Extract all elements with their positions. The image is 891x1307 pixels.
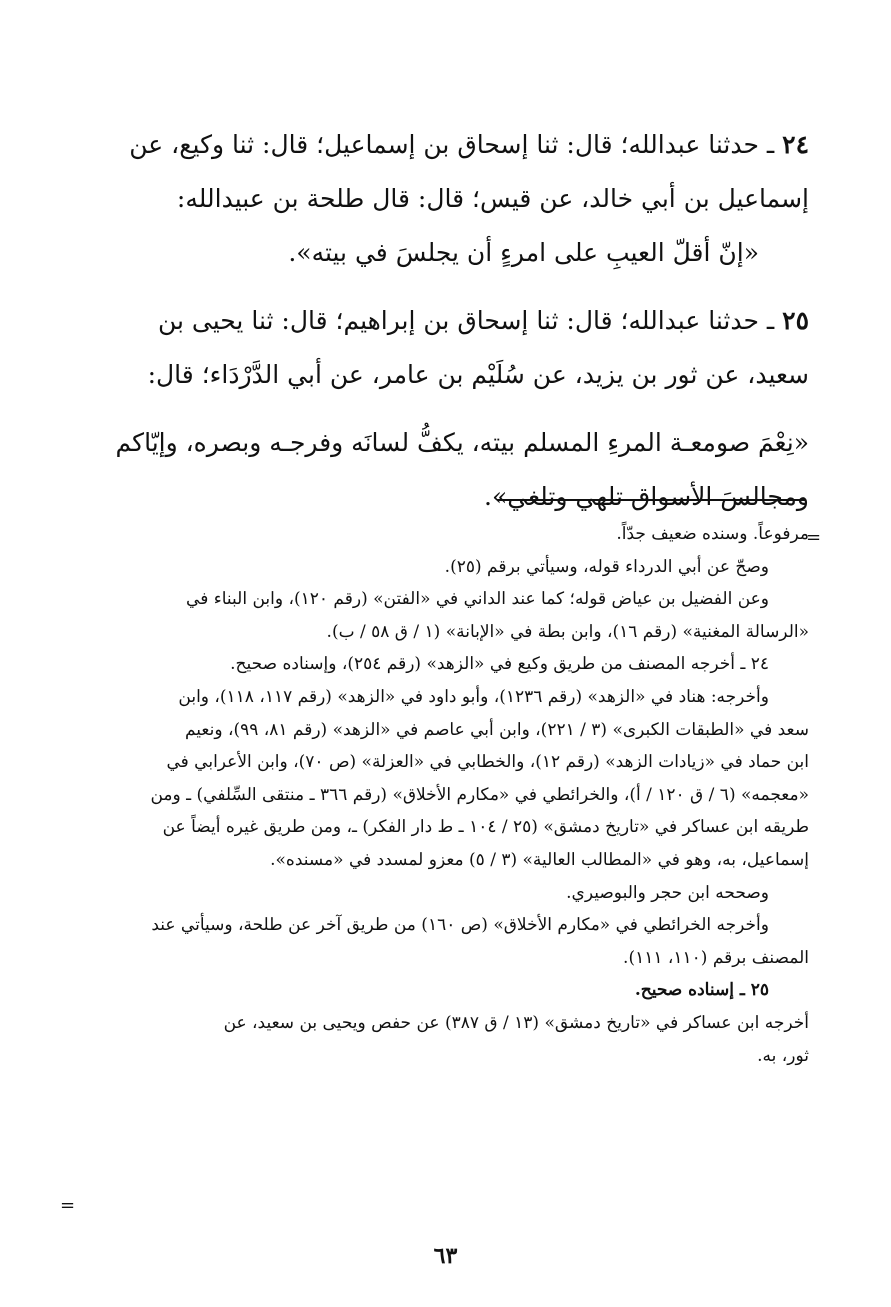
hadith-24-isnad-line-1	[70, 118, 809, 172]
footnote-line: وعن الفضيل بن عياض قوله؛ كما عند الداني في «الفتن» (رقم ١٢٠)، وابن البناء في	[186, 589, 769, 610]
footnote-25-heading: ٢٥ ـ إسناده صحيح.	[634, 980, 769, 1001]
footnote-line: أخرجه ابن عساكر في «تاريخ دمشق» (١٣ / ق ٣٨٧) عن حفص ويحيى بن سعيد، عن	[223, 1012, 809, 1033]
footnote-line: ثور، به.	[757, 1045, 809, 1066]
footnote-24-heading: ٢٤ ـ أخرجه المصنف من طريق وكيع في «الزهد» (رقم ٢٥٤)، وإسناده صحيح.	[230, 654, 769, 675]
footnote-line: وصححه ابن حجر والبوصيري.	[566, 882, 769, 903]
footnote-line: وأخرجه الخرائطي في «مكارم الأخلاق» (ص ١٦٠) من طريق آخر عن طلحة، وسيأتي عند	[151, 915, 769, 936]
footnote-line: إسماعيل، به، وهو في «المطالب العالية» (٣ / ٥) معزو لمسدد في «مسنده».	[270, 849, 809, 870]
footnote-separator	[497, 499, 805, 501]
hadith-25-isnad-line-2: سعيد، عن ثور بن يزيد، عن سُلَيْم بن عامر، عن أبي الدَّرْدَاء؛ قال:	[147, 360, 809, 389]
hadith-25-isnad-text-1: ـ حدثنا عبدالله؛ قال: ثنا إسحاق بن إبراهيم؛ قال: ثنا يحيى بن	[157, 306, 775, 335]
hadith-25-number: ٢٥	[782, 306, 809, 335]
hadith-25-quote-line-2: ومجالسَ الأسواق تلهي وتلغي».	[484, 482, 809, 511]
page-number: ٦٣	[433, 1243, 458, 1269]
footnote-line: «الرسالة المغنية» (رقم ١٦)، وابن بطة في «الإبانة» (١ / ق ٥٨ / ب).	[326, 621, 809, 642]
footnote-line: مرفوعاً. وسنده ضعيف جدّاً.	[616, 524, 809, 544]
footnote-line: سعد في «الطبقات الكبرى» (٣ / ٢٢١)، وابن أبي عاصم في «الزهد» (رقم ٨١، ٩٩)، ونعيم	[184, 719, 809, 740]
footnote-line: وأخرجه: هناد في «الزهد» (رقم ١٢٣٦)، وأبو داود في «الزهد» (رقم ١١٧، ١١٨)، وابن	[178, 686, 769, 707]
footnote-line: وصحّ عن أبي الدرداء قوله، وسيأتي برقم (٢٥).	[444, 556, 769, 577]
footnote-line: «معجمه» (٦ / ق ١٢٠ / أ)، والخرائطي في «مكارم الأخلاق» (رقم ٣٦٦ ـ منتقى السِّلفي) ـ ومن	[150, 784, 809, 805]
footnote-line: طريقه ابن عساكر في «تاريخ دمشق» (٢٥ / ١٠٤ ـ ط دار الفكر) ـ، ومن طريق غيره أيضاً عن	[162, 817, 809, 838]
hadith-24-quote: «إنّ أقلّ العيبِ على امرءٍ أن يجلسَ في بيته».	[288, 238, 759, 267]
footnote-continued-mark: =	[60, 1195, 76, 1216]
footnote-line: ابن حماد في «زيادات الزهد» (رقم ١٢)، والخطابي في «العزلة» (ص ٧٠)، وابن الأعرابي في	[166, 752, 809, 773]
hadith-24-number: ٢٤	[782, 130, 809, 159]
main-text	[70, 118, 809, 524]
hadith-24-isnad-text-1: ـ حدثنا عبدالله؛ قال: ثنا إسحاق بن إسماعيل؛ قال: ثنا وكيع، عن	[129, 130, 775, 159]
hadith-25-quote-line-1: «نِعْمَ صومعـة المرءِ المسلم بيته، يكفُّ لسانَه وفرجـه وبصره، وإيّاكم	[115, 428, 809, 457]
hadith-24-isnad-line-2: إسماعيل بن أبي خالد، عن قيس؛ قال: قال طلحة بن عبيدالله:	[176, 184, 809, 213]
footnote-continuation-mark: =	[806, 527, 822, 548]
footnotes	[70, 518, 809, 1072]
hadith-25-isnad-line-1	[70, 294, 809, 348]
footnote-line: المصنف برقم (١١٠، ١١١).	[623, 947, 809, 968]
